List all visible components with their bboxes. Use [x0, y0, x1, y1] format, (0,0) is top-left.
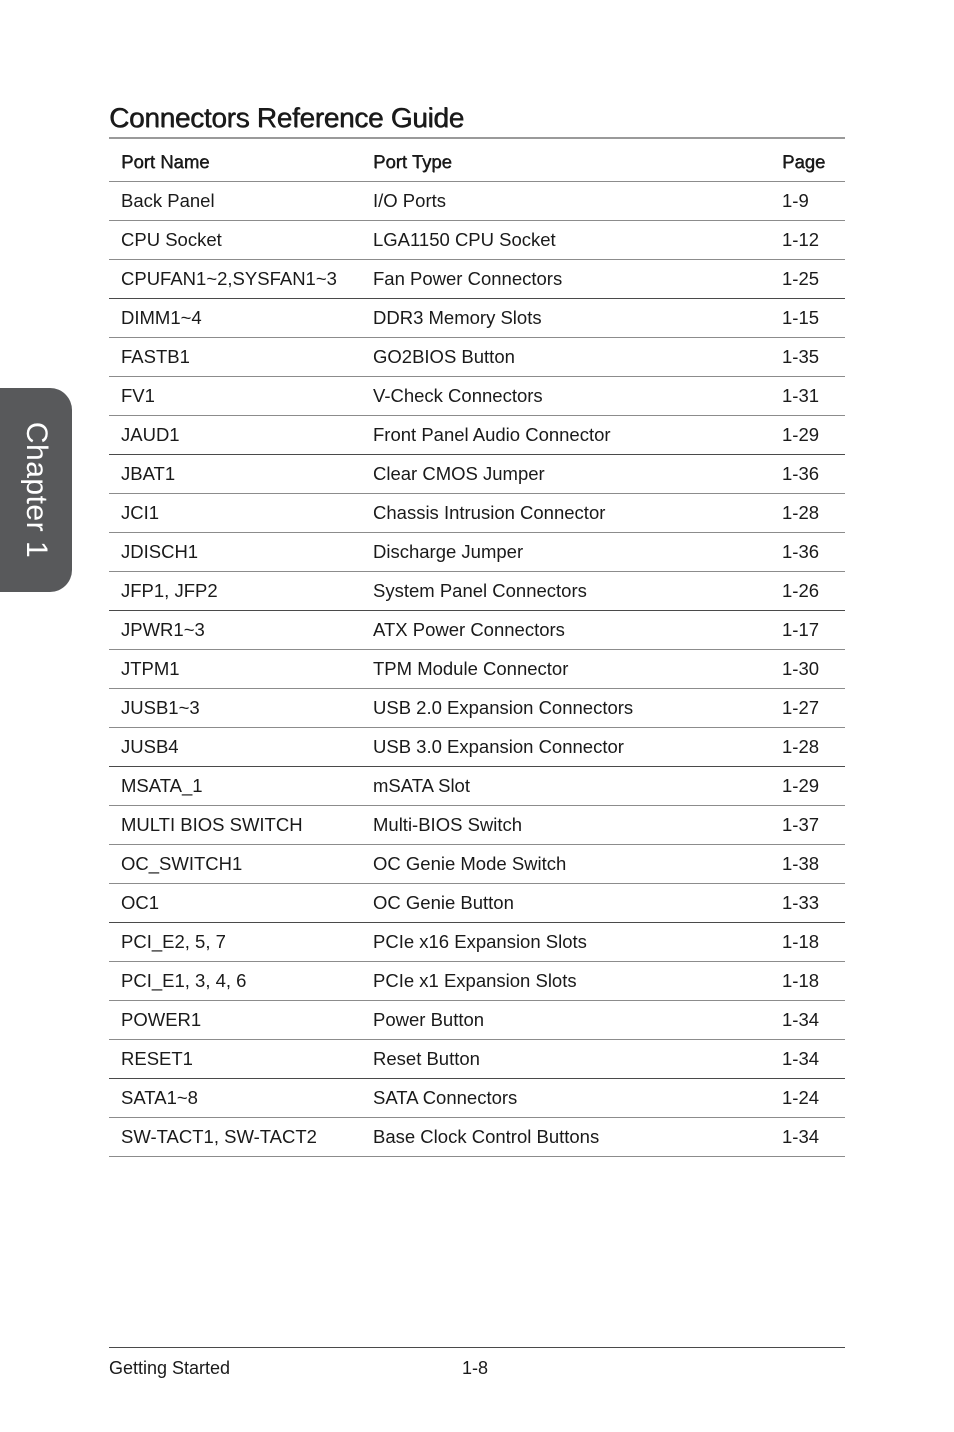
- cell-port-name: JDISCH1: [109, 533, 361, 572]
- table-row: [109, 299, 845, 338]
- cell-port-type: Fan Power Connectors: [361, 260, 770, 299]
- cell-port-type: I/O Ports: [361, 182, 770, 221]
- table-row: [109, 884, 845, 923]
- cell-page: 1-18: [770, 923, 845, 962]
- cell-port-name: DIMM1~4: [109, 299, 361, 338]
- table-row: [109, 1118, 845, 1157]
- footer-section-title: Getting Started: [109, 1358, 231, 1378]
- table-row: [109, 728, 845, 767]
- table-row: [109, 611, 845, 650]
- table-row: [109, 338, 845, 377]
- cell-port-type: USB 2.0 Expansion Connectors: [361, 689, 770, 728]
- cell-page: 1-25: [770, 260, 845, 299]
- cell-port-type: GO2BIOS Button: [361, 338, 770, 377]
- footer-divider: [109, 1347, 845, 1348]
- table-row: [109, 416, 845, 455]
- cell-page: 1-17: [770, 611, 845, 650]
- cell-page: 1-28: [770, 494, 845, 533]
- cell-page: 1-30: [770, 650, 845, 689]
- cell-port-name: JUSB4: [109, 728, 361, 767]
- header-port-name: Port Name: [109, 143, 361, 182]
- cell-page: 1-29: [770, 416, 845, 455]
- chapter-label: Chapter 1: [20, 421, 53, 559]
- cell-port-type: ATX Power Connectors: [361, 611, 770, 650]
- footer-page-number: 1-8: [462, 1358, 489, 1378]
- cell-port-name: JFP1, JFP2: [109, 572, 361, 611]
- cell-page: 1-27: [770, 689, 845, 728]
- table-row: [109, 455, 845, 494]
- table-row: [109, 182, 845, 221]
- table-row: [109, 845, 845, 884]
- header-port-type: Port Type: [361, 143, 770, 182]
- cell-page: 1-34: [770, 1040, 845, 1079]
- cell-port-name: MULTI BIOS SWITCH: [109, 806, 361, 845]
- table-row: [109, 806, 845, 845]
- cell-page: 1-18: [770, 962, 845, 1001]
- cell-page: 1-36: [770, 533, 845, 572]
- cell-page: 1-38: [770, 845, 845, 884]
- table-header-row: [109, 143, 845, 182]
- cell-port-name: RESET1: [109, 1040, 361, 1079]
- cell-port-name: JCI1: [109, 494, 361, 533]
- cell-port-name: JTPM1: [109, 650, 361, 689]
- cell-page: 1-34: [770, 1118, 845, 1157]
- table-row: [109, 221, 845, 260]
- cell-port-name: FV1: [109, 377, 361, 416]
- table-row: [109, 572, 845, 611]
- chapter-tab: [0, 388, 72, 592]
- cell-port-type: Power Button: [361, 1001, 770, 1040]
- cell-port-type: Clear CMOS Jumper: [361, 455, 770, 494]
- cell-port-type: OC Genie Button: [361, 884, 770, 923]
- cell-port-type: Reset Button: [361, 1040, 770, 1079]
- table-row: [109, 767, 845, 806]
- cell-port-name: FASTB1: [109, 338, 361, 377]
- cell-port-name: CPU Socket: [109, 221, 361, 260]
- cell-port-name: JPWR1~3: [109, 611, 361, 650]
- cell-port-type: LGA1150 CPU Socket: [361, 221, 770, 260]
- cell-page: 1-34: [770, 1001, 845, 1040]
- cell-port-name: JBAT1: [109, 455, 361, 494]
- cell-page: 1-33: [770, 884, 845, 923]
- cell-port-type: Discharge Jumper: [361, 533, 770, 572]
- connectors-table: [109, 143, 845, 1157]
- cell-page: 1-29: [770, 767, 845, 806]
- table-row: [109, 260, 845, 299]
- cell-port-name: PCI_E2, 5, 7: [109, 923, 361, 962]
- cell-page: 1-24: [770, 1079, 845, 1118]
- cell-port-name: JUSB1~3: [109, 689, 361, 728]
- table-row: [109, 689, 845, 728]
- cell-port-name: OC_SWITCH1: [109, 845, 361, 884]
- page-title: Connectors Reference Guide: [109, 102, 464, 133]
- cell-port-type: System Panel Connectors: [361, 572, 770, 611]
- cell-port-name: MSATA_1: [109, 767, 361, 806]
- table-row: [109, 1040, 845, 1079]
- cell-page: 1-36: [770, 455, 845, 494]
- table-row: [109, 533, 845, 572]
- cell-port-name: CPUFAN1~2,SYSFAN1~3: [109, 260, 361, 299]
- title-divider: [109, 137, 845, 139]
- cell-port-type: Chassis Intrusion Connector: [361, 494, 770, 533]
- cell-port-name: SATA1~8: [109, 1079, 361, 1118]
- table-row: [109, 923, 845, 962]
- cell-page: 1-9: [770, 182, 845, 221]
- header-page: Page: [770, 143, 845, 182]
- cell-port-type: Front Panel Audio Connector: [361, 416, 770, 455]
- cell-port-type: DDR3 Memory Slots: [361, 299, 770, 338]
- cell-port-type: mSATA Slot: [361, 767, 770, 806]
- cell-page: 1-37: [770, 806, 845, 845]
- cell-port-type: Base Clock Control Buttons: [361, 1118, 770, 1157]
- cell-port-name: SW-TACT1, SW-TACT2: [109, 1118, 361, 1157]
- cell-port-type: PCIe x16 Expansion Slots: [361, 923, 770, 962]
- table-row: [109, 962, 845, 1001]
- cell-page: 1-15: [770, 299, 845, 338]
- table-row: [109, 494, 845, 533]
- cell-port-type: V-Check Connectors: [361, 377, 770, 416]
- cell-port-name: OC1: [109, 884, 361, 923]
- cell-port-type: USB 3.0 Expansion Connector: [361, 728, 770, 767]
- cell-port-name: JAUD1: [109, 416, 361, 455]
- cell-port-type: OC Genie Mode Switch: [361, 845, 770, 884]
- cell-page: 1-35: [770, 338, 845, 377]
- cell-port-type: TPM Module Connector: [361, 650, 770, 689]
- cell-page: 1-28: [770, 728, 845, 767]
- table-row: [109, 1001, 845, 1040]
- cell-port-type: SATA Connectors: [361, 1079, 770, 1118]
- cell-page: 1-31: [770, 377, 845, 416]
- cell-port-name: Back Panel: [109, 182, 361, 221]
- table-row: [109, 377, 845, 416]
- cell-port-type: PCIe x1 Expansion Slots: [361, 962, 770, 1001]
- cell-port-name: PCI_E1, 3, 4, 6: [109, 962, 361, 1001]
- cell-port-name: POWER1: [109, 1001, 361, 1040]
- cell-port-type: Multi-BIOS Switch: [361, 806, 770, 845]
- cell-page: 1-26: [770, 572, 845, 611]
- cell-page: 1-12: [770, 221, 845, 260]
- table-row: [109, 1079, 845, 1118]
- table-row: [109, 650, 845, 689]
